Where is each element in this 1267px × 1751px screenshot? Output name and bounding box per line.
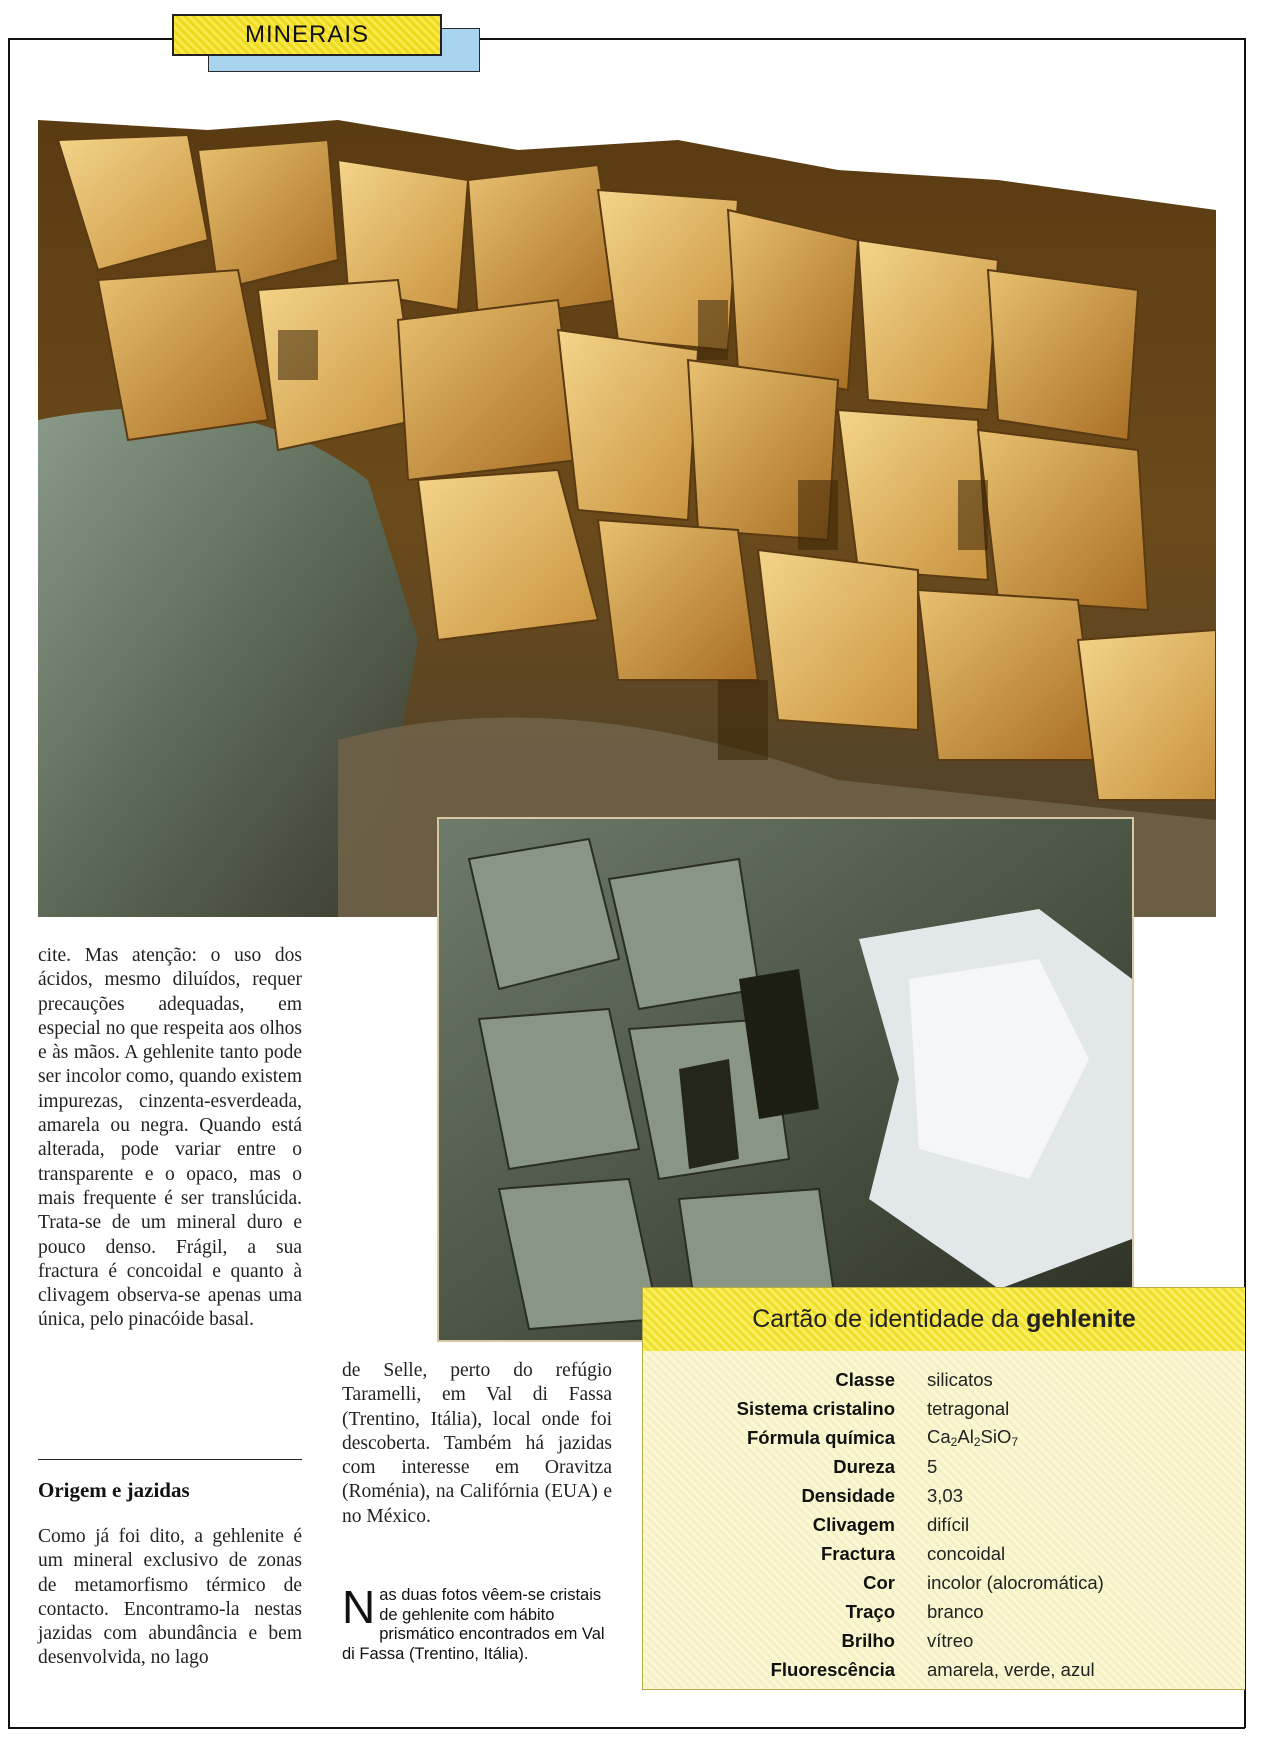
card-label: Fluorescência bbox=[770, 1658, 895, 1680]
card-label: Brilho bbox=[841, 1629, 895, 1651]
subheading-origem-e-jazidas: Origem e jazidas bbox=[38, 1478, 190, 1502]
card-value: amarela, verde, azul bbox=[927, 1658, 1095, 1680]
card-label: Dureza bbox=[833, 1455, 895, 1477]
photo-caption bbox=[342, 1581, 612, 1664]
card-label: Sistema cristalino bbox=[736, 1397, 895, 1419]
card-row-fluorescencia bbox=[643, 1655, 1245, 1684]
card-label: Clivagem bbox=[812, 1513, 895, 1535]
card-value-formula: $Ca_2Al_2SiO_7$ bbox=[927, 1426, 1019, 1449]
section-tag: MINERAIS bbox=[172, 14, 442, 56]
card-row-formula-quimica bbox=[643, 1423, 1245, 1452]
caption-text: as duas fotos vêem-se cristais de gehlenite com hábito prismático encontrados em Val di Fassa (Trentino, Itália). bbox=[342, 1586, 605, 1663]
card-label: Fractura bbox=[820, 1542, 895, 1564]
frame-line bbox=[8, 1727, 1245, 1729]
card-row-clivagem bbox=[643, 1510, 1245, 1539]
frame-line bbox=[8, 38, 10, 1728]
body-text-column-1-bottom: Como já foi dito, a gehlenite é um mineral exclusivo de zonas de metamorfismo térmico de contacto. Encontramo-la nestas jazidas com abundância e bem desenvolvida, no lago bbox=[38, 1526, 302, 1669]
card-value: branco bbox=[927, 1600, 984, 1622]
identity-card-title bbox=[642, 1287, 1245, 1351]
card-label: Classe bbox=[835, 1368, 895, 1390]
card-row-sistema-cristalino bbox=[643, 1394, 1245, 1423]
body-text-column-2: de Selle, perto do refúgio Taramelli, em Val di Fassa (Trentino, Itália), local onde foi descoberta. Também há jazidas com interesse em Oravitza (Roménia), na Califórnia (EUA) e no México. bbox=[342, 1360, 612, 1527]
mineral-photo-main bbox=[38, 120, 1216, 917]
card-value: 5 bbox=[927, 1455, 938, 1477]
card-label: Traço bbox=[845, 1600, 895, 1622]
card-row-classe bbox=[643, 1365, 1245, 1394]
card-value: difícil bbox=[927, 1513, 970, 1535]
card-row-traco bbox=[643, 1597, 1245, 1626]
card-value: 3,03 bbox=[927, 1484, 964, 1506]
card-value: vítreo bbox=[927, 1629, 974, 1651]
card-row-fractura bbox=[643, 1539, 1245, 1568]
mineral-photo-inset bbox=[437, 817, 1134, 1342]
card-label: Cor bbox=[863, 1571, 895, 1593]
caption-dropcap: N bbox=[342, 1581, 376, 1633]
card-value: silicatos bbox=[927, 1368, 993, 1390]
card-label: Fórmula química bbox=[746, 1426, 895, 1448]
card-row-brilho bbox=[643, 1626, 1245, 1655]
card-title-mineral: gehlenite bbox=[1026, 1305, 1136, 1333]
card-value: incolor (alocromática) bbox=[927, 1571, 1104, 1593]
body-text-column-1-top: cite. Mas atenção: o uso dos ácidos, mesmo diluídos, requer precauções adequadas, em especial no que respeita aos olhos e às mãos. A gehlenite tanto pode ser incolor como, quando existem impurezas, cinzenta-esverdeada, amarela ou negra. Quando está alterada, pode variar entre o transparente e o opaco, mas o mais frequente é ser translúcida. Trata-se de um mineral duro e pouco denso. Frágil, a sua fractura é concoidal e quanto à clivagem observa-se apenas uma única, pelo pinacóide basal. bbox=[38, 945, 302, 1331]
card-value: concoidal bbox=[927, 1542, 1006, 1564]
card-row-densidade bbox=[643, 1481, 1245, 1510]
card-title-prefix: Cartão de identidade da bbox=[752, 1305, 1020, 1333]
card-row-cor bbox=[643, 1568, 1245, 1597]
card-value: tetragonal bbox=[927, 1397, 1010, 1419]
card-label: Densidade bbox=[801, 1484, 895, 1506]
frame-line bbox=[455, 38, 1245, 40]
card-row-dureza bbox=[643, 1452, 1245, 1481]
section-divider bbox=[38, 1459, 302, 1460]
identity-card bbox=[642, 1351, 1245, 1690]
